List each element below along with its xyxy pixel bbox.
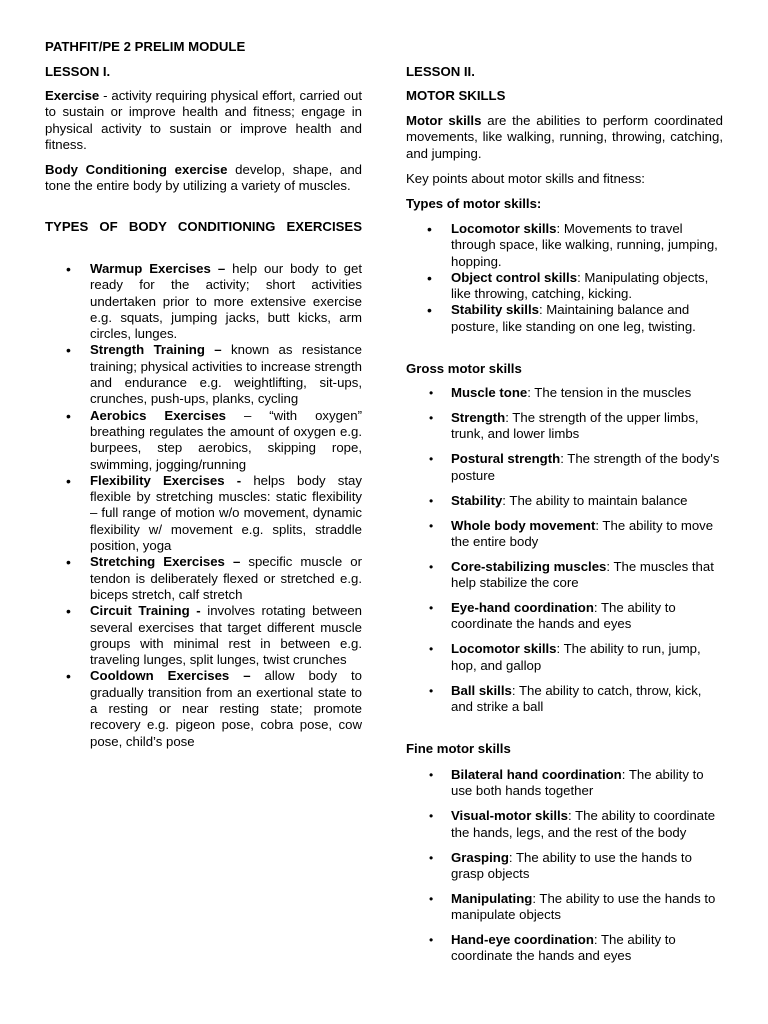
- lesson-two-heading: LESSON II.: [406, 64, 475, 79]
- list-item: • Ball skills: The ability to catch, throw, kick, and strike a ball: [406, 683, 723, 716]
- list-item: • Object control skills: Manipulating objects, like throwing, catching, kicking.: [406, 270, 723, 303]
- module-title: PATHFIT/PE 2 PRELIM MODULE: [45, 39, 246, 54]
- list-item: • Cooldown Exercises – allow body to gradually transition from an exertional state to a resting or near resting state; promote recovery e.g. pigeon pose, cobra pose, cow pose, child’s pose: [45, 668, 362, 749]
- list-item: • Bilateral hand coordination: The ability to use both hands together: [406, 767, 723, 800]
- list-item: • Warmup Exercises – help our body to get ready for the activity; short activities undertaken prior to more extensive exercise e.g. squats, jumping jacks, butt kicks, arm circles, lunges.: [45, 261, 362, 342]
- lesson-one-heading: LESSON I.: [45, 64, 111, 79]
- section-title: MOTOR SKILLS: [406, 88, 506, 103]
- motor-skills-definition: Motor skills are the abilities to perform coordinated movements, like walking, running, throwing, catching, and jumping.: [406, 113, 723, 161]
- list-item: • Muscle tone: The tension in the muscles: [406, 385, 723, 401]
- list-item: • Strength: The strength of the upper limbs, trunk, and lower limbs: [406, 410, 723, 443]
- list-item: • Manipulating: The ability to use the hands to manipulate objects: [406, 891, 723, 924]
- key-points-text: Key points about motor skills and fitness:: [406, 171, 645, 186]
- list-item: • Hand-eye coordination: The ability to coordinate the hands and eyes: [406, 932, 723, 965]
- list-item: • Circuit Training - involves rotating between several exercises that target different muscle groups with minimal rest in between e.g. traveling lunges, split lunges, twist crunches: [45, 603, 362, 668]
- fine-motor-list: [406, 767, 723, 973]
- list-item: • Locomotor skills: The ability to run, jump, hop, and gallop: [406, 641, 723, 674]
- body-conditioning-list: [45, 261, 362, 750]
- list-item: • Visual-motor skills: The ability to coordinate the hands, legs, and the rest of the body: [406, 808, 723, 841]
- list-item: • Core-stabilizing muscles: The muscles that help stabilize the core: [406, 559, 723, 592]
- fine-motor-heading: Fine motor skills: [406, 741, 511, 756]
- motor-skill-types-list: [406, 221, 723, 335]
- list-item: • Eye-hand coordination: The ability to coordinate the hands and eyes: [406, 600, 723, 633]
- exercise-definition: Exercise - activity requiring physical effort, carried out to sustain or improve health and fitness; engage in physical activity to sustain or improve health and fitness.: [45, 88, 362, 152]
- list-item: • Whole body movement: The ability to move the entire body: [406, 518, 723, 551]
- list-item: • Flexibility Exercises - helps body stay flexible by stretching muscles: static flexibility – full range of motion w/o movement, dynamic flexibility w/ movement e.g. splits, straddle position, yoga: [45, 473, 362, 554]
- list-item: • Stretching Exercises – specific muscle or tendon is deliberately flexed or stretched e.g. biceps stretch, calf stretch: [45, 554, 362, 603]
- list-item: • Stability skills: Maintaining balance and posture, like standing on one leg, twisting.: [406, 302, 723, 335]
- list-item: • Postural strength: The strength of the body's posture: [406, 451, 723, 484]
- list-item: • Locomotor skills: Movements to travel through space, like walking, running, jumping, hopping.: [406, 221, 723, 270]
- body-conditioning-definition: Body Conditioning exercise develop, shape, and tone the entire body by utilizing a variety of muscles.: [45, 162, 362, 194]
- list-item: • Aerobics Exercises – “with oxygen” breathing regulates the amount of oxygen e.g. burpees, step aerobics, skipping rope, swimming, jogging/running: [45, 408, 362, 473]
- types-heading: TYPES OF BODY CONDITIONING EXERCISES: [45, 219, 362, 234]
- gross-motor-list: [406, 385, 723, 724]
- list-item: • Strength Training – known as resistance training; physical activities to increase strength and endurance e.g. weightlifting, sit-ups, crunches, push-ups, planks, cycling: [45, 342, 362, 407]
- gross-motor-heading: Gross motor skills: [406, 361, 522, 376]
- list-item: • Grasping: The ability to use the hands to grasp objects: [406, 850, 723, 883]
- types-of-motor-skills-heading: Types of motor skills:: [406, 196, 542, 211]
- list-item: • Stability: The ability to maintain balance: [406, 493, 723, 509]
